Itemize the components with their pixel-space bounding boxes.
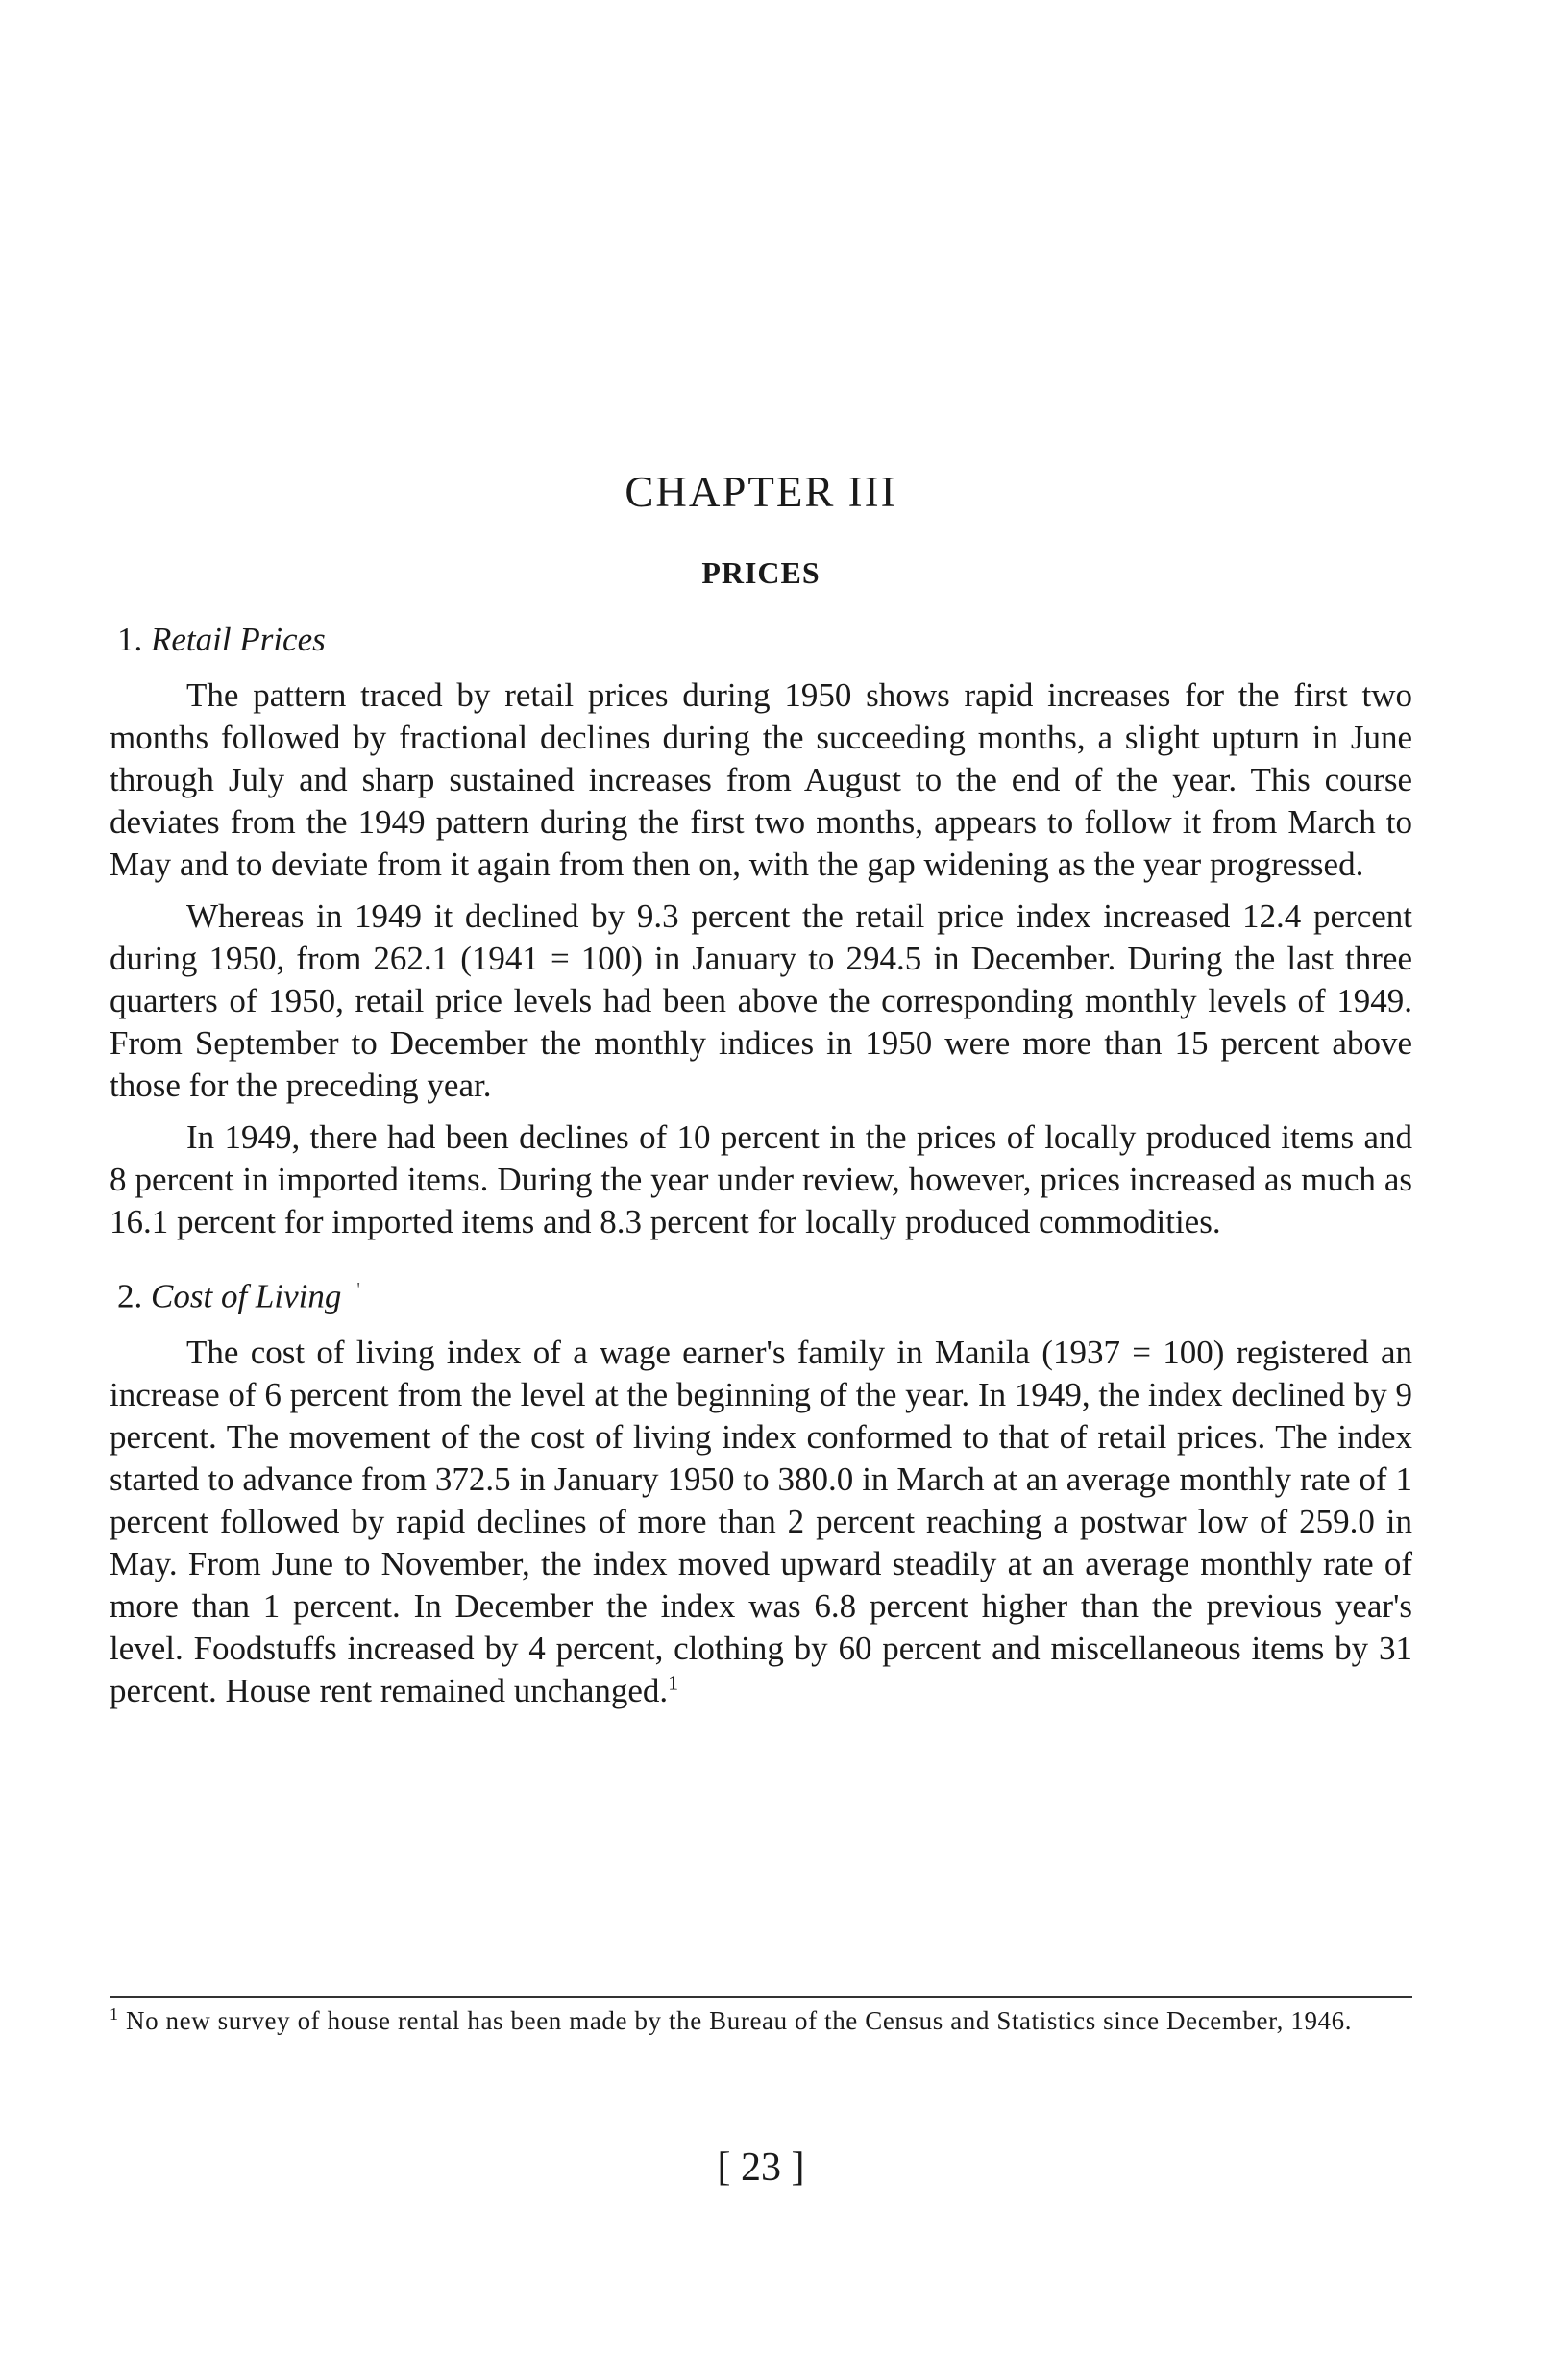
section-number: 1. bbox=[117, 621, 143, 658]
section-title: Cost of Living bbox=[151, 1277, 342, 1315]
body-text bbox=[110, 619, 1412, 1722]
chapter-subtitle: PRICES bbox=[701, 555, 821, 590]
document-page bbox=[110, 0, 1412, 2355]
footnote-text: No new survey of house rental has been made by the Bureau of the Census and Statistics since December, 1946. bbox=[125, 2006, 1353, 2035]
paragraph: In 1949, there had been declines of 10 percent in the prices of locally produced items and 8 percent in imported items. During the year under review, however, prices increased as much as 16.1 percent for imported items and 8.3 percent for locally produced commodities. bbox=[110, 1118, 1412, 1240]
paragraph: Whereas in 1949 it declined by 9.3 percent the retail price index increased 12.4 percent during 1950, from 262.1 (1941 = 100) in January to 294.5 in December. During the last three quarters of 1950, retail price levels had been above the corresponding monthly levels of 1949. From September to December the monthly indices in 1950 were more than 15 percent above those for the preceding year. bbox=[110, 897, 1412, 1104]
page-number: [ 23 ] bbox=[717, 2146, 805, 2190]
section-heading-cost-of-living bbox=[110, 1268, 1412, 1318]
footnote-reference[interactable]: 1 bbox=[668, 1670, 679, 1694]
footnote-marker: 1 bbox=[110, 2004, 119, 2024]
section-heading-retail-prices bbox=[110, 619, 1412, 661]
section-title: Retail Prices bbox=[151, 621, 326, 658]
paragraph bbox=[110, 1332, 1412, 1712]
footnote bbox=[110, 2000, 1412, 2041]
footnote-divider bbox=[110, 1996, 1412, 1998]
paragraph: The pattern traced by retail prices during 1950 shows rapid increases for the first two months followed by fractional declines during the succeeding months, a slight upturn in June through July and sharp sustained increases from August to the end of the year. This course deviates from the 1949 pattern during the first two months, appears to follow it from March to May and to deviate from it again from then on, with the gap widening as the year progressed. bbox=[110, 676, 1412, 883]
chapter-title: CHAPTER III bbox=[625, 468, 897, 516]
section-number: 2. bbox=[117, 1277, 143, 1315]
stray-mark: ' bbox=[356, 1279, 360, 1300]
paragraph-text: The cost of living index of a wage earner's family in Manila (1937 = 100) registered an increase of 6 percent from the level at the beginning of the year. In 1949, the index declined by 9 percent. The movement of the cost of living index conformed to that of retail prices. The index started to advance from 372.5 in January 1950 to 380.0 in March at an average monthly rate of 1 percent followed by rapid declines of more than 2 percent reaching a postwar low of 259.0 in May. From June to November, the index moved upward steadily at an average monthly rate of more than 1 percent. In December the index was 6.8 percent higher than the previous year's level. Foodstuffs increased by 4 percent, clothing by 60 percent and miscellaneous items by 31 percent. House rent remained unchanged. bbox=[110, 1333, 1412, 1709]
